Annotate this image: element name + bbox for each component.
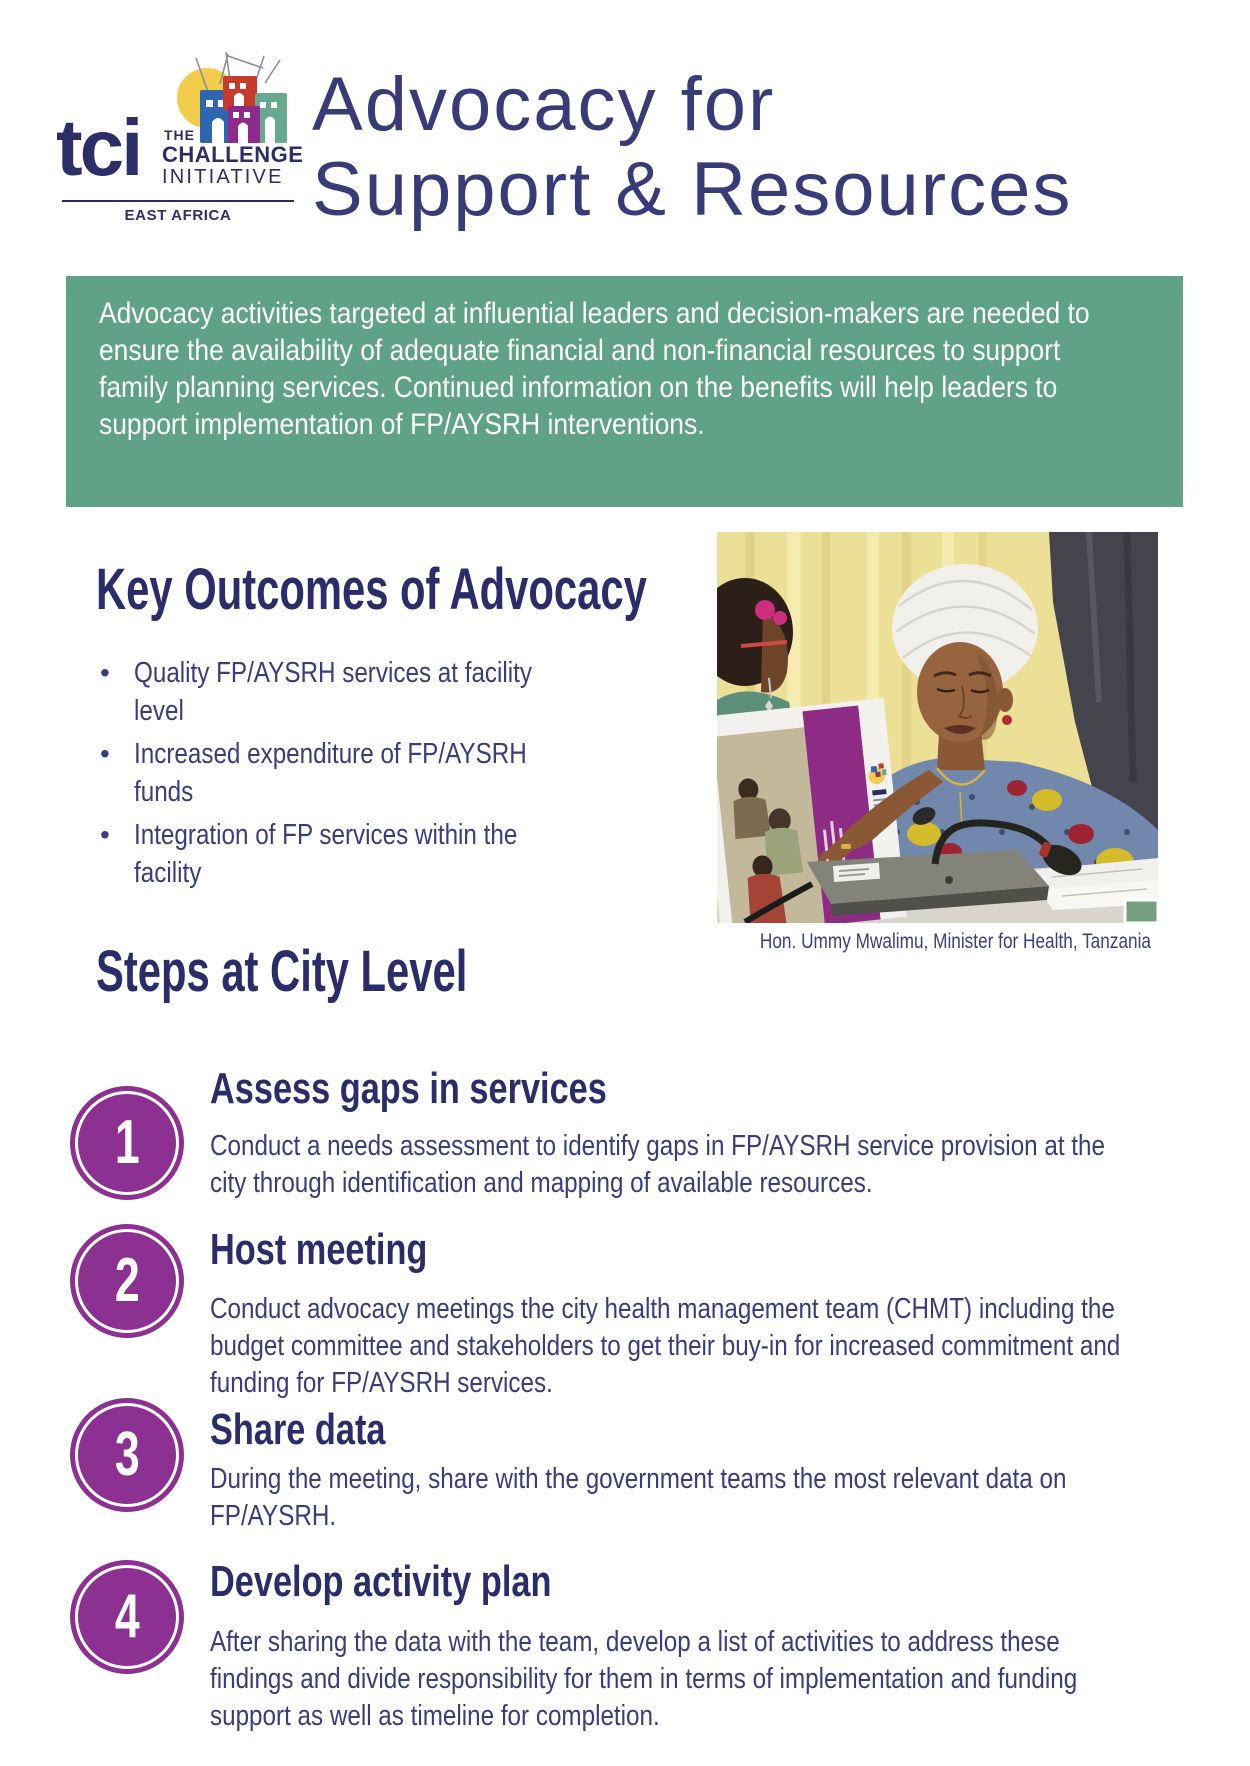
list-item [100, 816, 740, 892]
step-3-title: Share data [210, 1405, 386, 1454]
earring [1002, 715, 1012, 725]
logo-brand-text: tci [56, 103, 141, 192]
minister-photo [717, 532, 1158, 923]
intro-highlight-box [66, 276, 1183, 507]
logo-region-label: EAST AFRICA [124, 207, 232, 224]
step-3-badge [70, 1398, 184, 1512]
list-item-text: Quality FP/AYSRH services at facility level [134, 657, 533, 727]
step-1-description: Conduct a needs assessment to identify gaps in FP/AYSRH service provision at the city through identification and mapping of available resources. [210, 1130, 1105, 1199]
step-2-number: 2 [114, 1246, 140, 1315]
steps-heading: Steps at City Level [96, 939, 468, 1004]
step-2-description: Conduct advocacy meetings the city health management team (CHMT) including the budget committee and stakeholders to get their buy-in for increased commitment and funding for FP/AYSRH services. [210, 1293, 1121, 1399]
bullet-icon: • [100, 738, 110, 769]
logo-word-the: THE [164, 127, 195, 143]
step-4-title: Develop activity plan [210, 1557, 552, 1606]
bullet-icon: • [100, 819, 110, 850]
building-purple [228, 106, 260, 143]
step-2-badge [70, 1224, 184, 1338]
step-4-badge [70, 1560, 184, 1674]
page-title-line1: Advocacy for [312, 62, 776, 147]
page-title [312, 62, 1072, 232]
step-4-description: After sharing the data with the team, develop a list of activities to address these findings and divide responsibility for them in terms of implementation and funding support as well as timeline for completion. [210, 1626, 1078, 1732]
key-outcomes-list [100, 654, 740, 897]
logo-divider [62, 200, 294, 202]
bullet-icon: • [100, 657, 110, 688]
list-item-text: Integration of FP services within the facility [134, 819, 518, 889]
step-4-number: 4 [114, 1582, 140, 1651]
list-item-text: Increased expenditure of FP/AYSRH funds [134, 738, 527, 808]
step-3-description: During the meeting, share with the government teams the most relevant data on FP/AYSRH. [210, 1463, 1067, 1532]
list-item [100, 735, 740, 811]
key-outcomes-heading: Key Outcomes of Advocacy [96, 557, 647, 622]
step-2-title: Host meeting [210, 1225, 428, 1274]
logo-word-initiative: INITIATIVE [162, 166, 284, 188]
intro-text: Advocacy activities targeted at influential leaders and decision-makers are needed to ensure the availability of adequate financial and non-financial resources to support family planning services. Continued information on the benefits will help leaders to support implementation of FP/AYSRH interventions. [99, 297, 1090, 441]
photo-caption [717, 930, 1158, 954]
step-1-number: 1 [114, 1108, 140, 1177]
logo-word-challenge: CHALLENGE [162, 142, 304, 167]
photo-caption-text: Hon. Ummy Mwalimu, Minister for Health, Tanzania [759, 930, 1152, 953]
step-1-badge [70, 1086, 184, 1200]
page-title-line2: Support & Resources [312, 147, 1073, 232]
building-red [223, 76, 257, 110]
list-item [100, 654, 740, 730]
step-3-number: 3 [114, 1420, 140, 1489]
ring [841, 844, 851, 849]
step-1-title: Assess gaps in services [210, 1064, 607, 1113]
